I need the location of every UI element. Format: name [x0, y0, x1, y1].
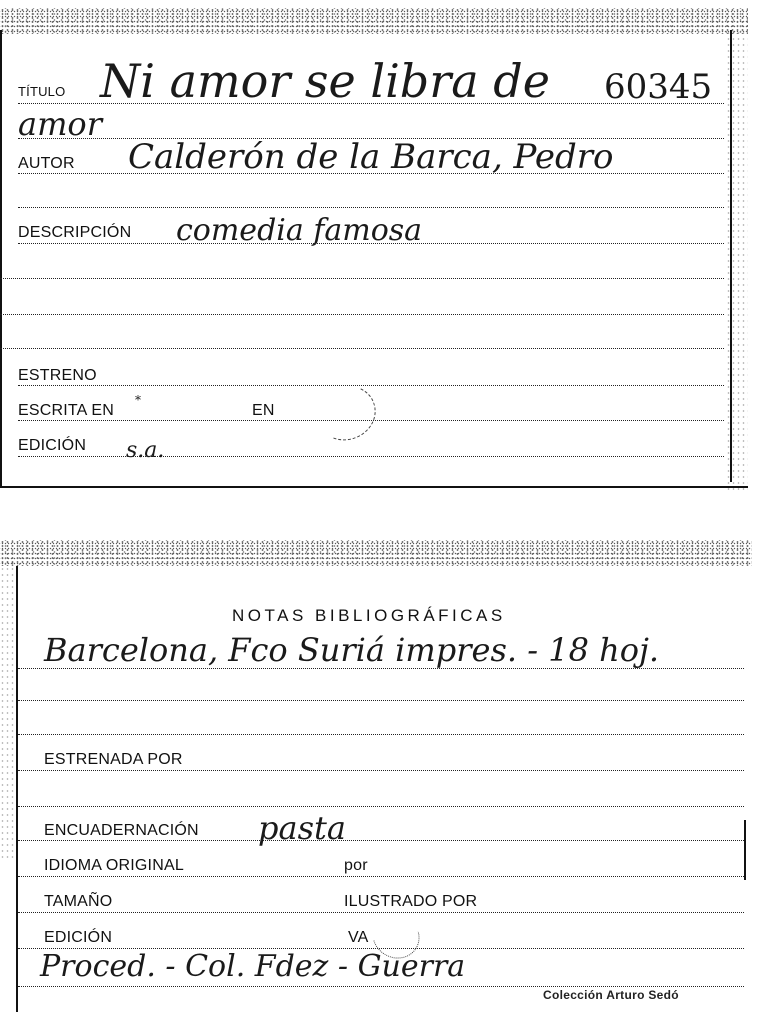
rule-descripcion	[18, 243, 724, 244]
rule-autor	[18, 173, 724, 174]
rule-tamano	[18, 912, 744, 913]
rule-descripcion-2	[0, 278, 724, 279]
value-notas-line1: Barcelona, Fco Suriá impres. - 18 hoj.	[44, 631, 660, 669]
label-titulo: TÍTULO	[18, 84, 66, 99]
scan-noise-left	[0, 560, 14, 860]
label-autor: AUTOR	[18, 155, 75, 172]
label-estreno: ESTRENO	[18, 367, 97, 384]
label-en: EN	[252, 402, 275, 419]
label-idioma-original: IDIOMA ORIGINAL	[44, 857, 184, 874]
rule-escrita-en	[18, 420, 724, 421]
label-va: VA	[348, 929, 369, 946]
value-encuadernacion: pasta	[258, 809, 346, 847]
rule-titulo	[18, 103, 724, 104]
rule-edicion	[18, 456, 724, 457]
rule-descripcion-3	[0, 314, 724, 315]
value-descripcion: comedia famosa	[176, 213, 423, 248]
collection-credit: Colección Arturo Sedó	[543, 988, 679, 1002]
value-edicion: s.a.	[126, 438, 165, 463]
faded-stamp-mark	[309, 377, 384, 448]
rule-notas-1	[18, 668, 744, 669]
rule-estreno	[18, 385, 724, 386]
scan-noise-bottom-card	[0, 540, 752, 566]
card-edge-left	[0, 30, 2, 488]
rule-encuadernacion	[18, 840, 744, 841]
label-estrenada-por: ESTRENADA POR	[44, 751, 183, 768]
card-edge-right	[730, 30, 732, 482]
card-back-edge-right	[744, 820, 746, 880]
rule-estrenada-por	[18, 770, 744, 771]
value-autor: Calderón de la Barca, Pedro	[128, 137, 614, 177]
label-edicion: EDICIÓN	[18, 437, 87, 454]
value-catalog-number: 60345	[604, 67, 713, 107]
label-escrita-en: ESCRITA EN	[18, 402, 114, 419]
value-titulo-line2: amor	[18, 105, 102, 143]
value-titulo-line1: Ni amor se libra de	[100, 54, 550, 108]
rule-autor-2	[18, 207, 724, 208]
label-descripcion: DESCRIPCIÓN	[18, 224, 132, 241]
rule-estrenada-por-2	[18, 806, 744, 807]
rule-procedencia	[18, 986, 744, 987]
card-back-edge-left	[16, 566, 18, 1012]
scan-noise-top	[0, 8, 748, 34]
rule-descripcion-4	[0, 348, 724, 349]
label-tamano: TAMAÑO	[44, 893, 113, 910]
label-encuadernacion: ENCUADERNACIÓN	[44, 822, 199, 839]
rule-idioma-original	[18, 876, 744, 877]
value-procedencia: Proced. - Col. Fdez - Guerra	[40, 949, 466, 984]
rule-notas-3	[18, 734, 744, 735]
value-escrita-en-mark: *	[135, 393, 141, 407]
card-edge-bottom	[0, 486, 748, 488]
label-edicion-back: EDICIÓN	[44, 929, 113, 946]
heading-notas-bibliograficas: NOTAS BIBLIOGRÁFICAS	[232, 606, 506, 625]
rule-notas-2	[18, 700, 744, 701]
label-por: por	[344, 857, 368, 874]
catalog-card-front	[0, 0, 748, 490]
label-ilustrado-por: ILUSTRADO POR	[344, 893, 478, 910]
